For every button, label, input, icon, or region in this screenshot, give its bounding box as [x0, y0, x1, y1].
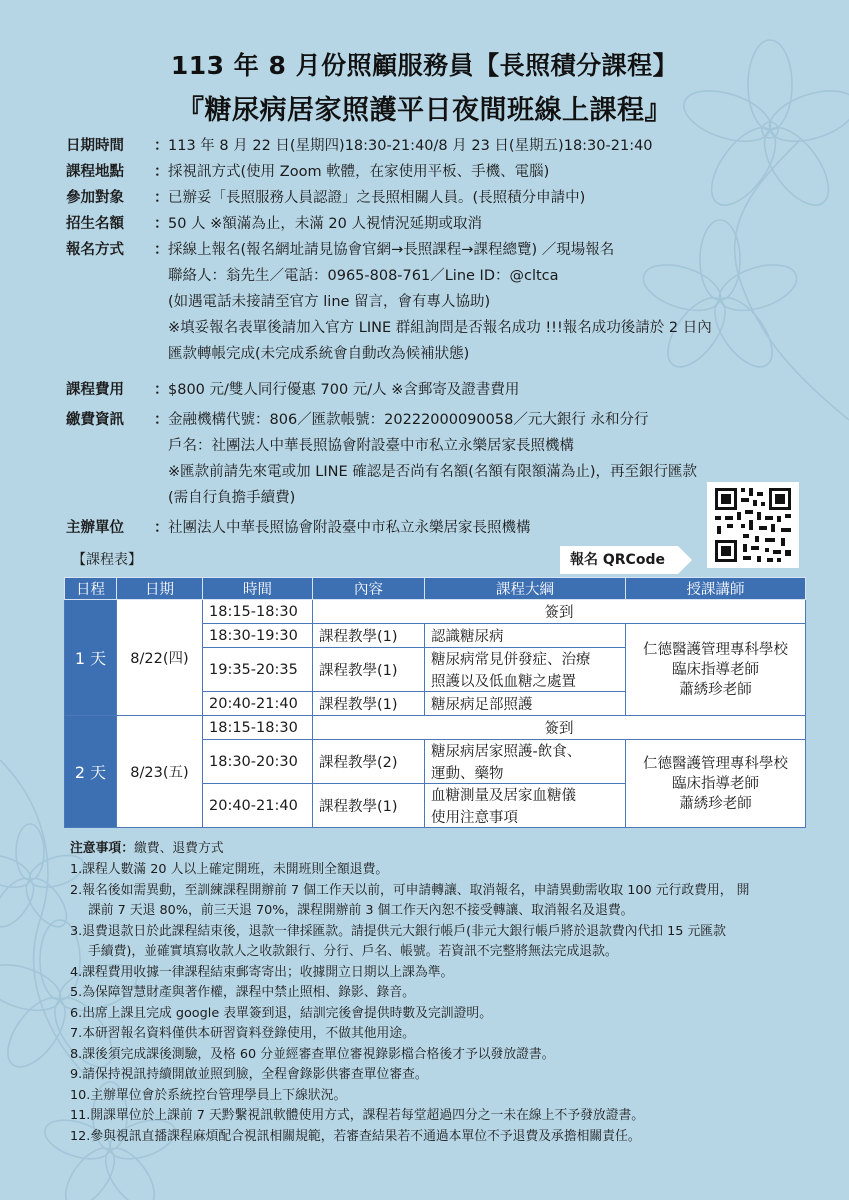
note-item: 11.開課單位於上課前 7 天黔繫視訊軟體使用方式，課程若每堂超過四分之一未在線上不予發放證書。: [70, 1108, 645, 1123]
content-cell: 課程教學(1): [313, 648, 425, 692]
info-value: 50 人 ※額滿為止，未滿 20 人視情況延期或取消: [168, 216, 482, 232]
outline-cell: 糖尿病常見併發症、治療: [425, 648, 626, 670]
info-label: 課程費用: [66, 382, 124, 398]
info-row-payment: 繳費資訊 ： 金融機構代號：806／匯款帳號：20222000090058／元大銀行 永和分行: [66, 407, 806, 433]
outline-cell: 認識糖尿病: [425, 624, 626, 648]
day-cell: 1 天: [65, 600, 117, 716]
info-row-quota: 招生名額 ： 50 人 ※額滿為止，未滿 20 人視情況延期或取消: [66, 211, 806, 237]
notes-heading-text: 繳費、退費方式: [133, 841, 224, 856]
note-item-cont: 手續費)，並確實填寫收款人之收款銀行、分行、戶名、帳號。若資訊不完整將無法完成退款。: [88, 944, 618, 959]
info-label: 報名方式: [66, 242, 124, 258]
content-cell: 課程教學(1): [313, 784, 425, 828]
teacher-name: 蕭綉珍老師: [679, 681, 752, 698]
info-value: 社團法人中華長照協會附設臺中市私立永樂居家長照機構: [168, 520, 531, 536]
info-value: 金融機構代號：806／匯款帳號：20222000090058／元大銀行 永和分行: [168, 412, 649, 428]
info-label: 招生名額: [66, 216, 124, 232]
table-row: [65, 600, 806, 624]
schedule-table: [64, 577, 806, 828]
payment-note: ※匯款前請先來電或加 LINE 確認是否尚有名額(名額有限額滿為止)，再至銀行匯款: [168, 464, 698, 480]
teacher-school: 仁德醫護管理專科學校: [643, 641, 788, 658]
info-label: 主辦單位: [66, 520, 124, 536]
info-label: 課程地點: [66, 164, 124, 180]
info-row-datetime: 日期時間 ： 113 年 8 月 22 日(星期四)18:30-21:40/8 月 23 日(星期五)18:30-21:40: [66, 133, 806, 159]
title-line-2: 『糖尿病居家照護平日夜間班線上課程』: [177, 95, 672, 126]
column-header: 內容: [313, 578, 425, 600]
column-header: 時間: [203, 578, 313, 600]
course-info: [66, 133, 806, 541]
checkin-cell: 簽到: [313, 600, 806, 624]
outline-cell: 糖尿病足部照護: [425, 692, 626, 716]
title-line-1: 113 年 8 月份照顧服務員【長照積分課程】: [170, 51, 679, 80]
outline-cell: 糖尿病居家照護-飲食、: [425, 740, 626, 762]
info-label: 參加對象: [66, 190, 124, 206]
info-value: 113 年 8 月 22 日(星期四)18:30-21:40/8 月 23 日(星期五)18:30-21:40: [168, 138, 653, 154]
outline-cell: 使用注意事項: [425, 806, 626, 828]
content-cell: 課程教學(2): [313, 740, 425, 784]
note-item-cont: 課前 7 天退 80%，前三天退 70%，課程開辦前 3 個工作天內恕不接受轉讓、取消報名及退費。: [88, 903, 634, 918]
info-row-organizer: 主辦單位 ： 社團法人中華長照協會附設臺中市私立永樂居家長照機構: [66, 515, 806, 541]
checkin-cell: 簽到: [313, 716, 806, 740]
info-value: 採視訊方式(使用 Zoom 軟體，在家使用平板、手機、電腦): [168, 164, 550, 180]
signup-note: 匯款轉帳完成(未完成系統會自動改為候補狀態): [168, 346, 470, 362]
teacher-title: 臨床指導老師: [672, 775, 759, 792]
teacher-cell: [626, 740, 806, 828]
column-header: 課程大綱: [425, 578, 626, 600]
note-item: 12.參與視訊直播課程麻煩配合視訊相關規範，若審查結果若不通過本單位不予退費及承擔相關責任。: [70, 1128, 641, 1144]
info-value: 已辦妥「長照服務人員認證」之長照相關人員。(長照積分申請中): [168, 190, 586, 206]
notes-heading-label: 注意事項：: [70, 841, 134, 856]
note-item: 1.課程人數滿 20 人以上確定開班，未開班則全額退費。: [70, 862, 389, 877]
signup-note: ※填妥報名表單後請加入官方 LINE 群組詢問是否報名成功 !!!報名成功後請於 2 日內: [168, 320, 712, 336]
note-item: 10.主辦單位會於系統控台管理學員上下線狀況。: [70, 1087, 347, 1103]
teacher-name: 蕭綉珍老師: [679, 795, 752, 812]
notes-heading: [70, 838, 810, 860]
info-row-audience: 參加對象 ： 已辦妥「長照服務人員認證」之長照相關人員。(長照積分申請中): [66, 185, 806, 211]
time-cell: 20:40-21:40: [203, 784, 313, 828]
info-row-location: 課程地點 ： 採視訊方式(使用 Zoom 軟體，在家使用平板、手機、電腦): [66, 159, 806, 185]
content-cell: 課程教學(1): [313, 624, 425, 648]
table-header-row: [65, 578, 806, 600]
note-item: 6.出席上課且完成 google 表單簽到退，結訓完後會提供時數及完訓證明。: [70, 1005, 492, 1021]
info-row-fee: 課程費用 ： $800 元/雙人同行優惠 700 元/人 ※含郵寄及證書費用: [66, 377, 806, 403]
note-item: 2.報名後如需異動，至訓練課程開辦前 7 個工作天以前，可申請轉讓、取消報名，申請異動需收取 100 元行政費用， 開: [70, 882, 750, 898]
info-label: 繳費資訊: [66, 412, 124, 428]
notes-section: [70, 838, 810, 1147]
signup-note: (如遇電話未接請至官方 line 留言，會有專人協助): [168, 294, 491, 310]
note-item: 7.本研習報名資料僅供本研習資料登錄使用，不做其他用途。: [70, 1026, 415, 1041]
column-header: 日期: [117, 578, 203, 600]
outline-cell: 運動、藥物: [425, 762, 626, 784]
qr-label: 報名 QRCode: [560, 546, 678, 574]
note-item: 8.課後須完成課後測驗，及格 60 分並經審查單位審視錄影檔合格後才予以發放證書。: [70, 1046, 555, 1062]
time-cell: 19:35-20:35: [203, 648, 313, 692]
note-item: 9.請保持視訊持續開啟並照到臉，全程會錄影供審查單位審查。: [70, 1067, 428, 1082]
date-cell: 8/22(四): [117, 600, 203, 716]
outline-cell: 照護以及低血糖之處置: [425, 670, 626, 692]
teacher-cell: [626, 624, 806, 716]
date-cell: 8/23(五): [117, 716, 203, 828]
day-cell: 2 天: [65, 716, 117, 828]
teacher-school: 仁德醫護管理專科學校: [643, 755, 788, 772]
payment-account-name: 戶名：社團法人中華長照協會附設臺中市私立永樂居家長照機構: [168, 438, 574, 454]
column-header: 日程: [65, 578, 117, 600]
signup-contact: 聯絡人：翁先生／電話：0965-808-761／Line ID：@cltca: [168, 268, 559, 284]
note-item: 5.為保障智慧財產與著作權，課程中禁止照相、錄影、錄音。: [70, 985, 415, 1000]
time-cell: 18:15-18:30: [203, 600, 313, 624]
info-row-signup: 報名方式 ： 採線上報名(報名網址請見協會官網→長照課程→課程總覽) ／現場報名: [66, 237, 806, 263]
schedule-label: 【課程表】: [72, 552, 142, 568]
column-header: 授課講師: [626, 578, 806, 600]
time-cell: 20:40-21:40: [203, 692, 313, 716]
note-item: 3.退費退款日於此課程結束後，退款一律採匯款。請提供元大銀行帳戶(非元大銀行帳戶將於退款費內代扣 15 元匯款: [70, 923, 726, 939]
payment-note: (需自行負擔手續費): [168, 490, 296, 506]
content-cell: 課程教學(1): [313, 692, 425, 716]
teacher-title: 臨床指導老師: [672, 661, 759, 678]
info-value: $800 元/雙人同行優惠 700 元/人 ※含郵寄及證書費用: [168, 382, 520, 398]
info-label: 日期時間: [66, 138, 124, 154]
info-value: 採線上報名(報名網址請見協會官網→長照課程→課程總覽) ／現場報名: [168, 242, 615, 258]
time-cell: 18:30-20:30: [203, 740, 313, 784]
outline-cell: 血糖測量及居家血糖儀: [425, 784, 626, 806]
note-item: 4.課程費用收據一律課程結束郵寄寄出；收據開立日期以上課為準。: [70, 964, 454, 980]
time-cell: 18:30-19:30: [203, 624, 313, 648]
table-row: [65, 716, 806, 740]
time-cell: 18:15-18:30: [203, 716, 313, 740]
qr-code-icon[interactable]: [707, 482, 799, 568]
